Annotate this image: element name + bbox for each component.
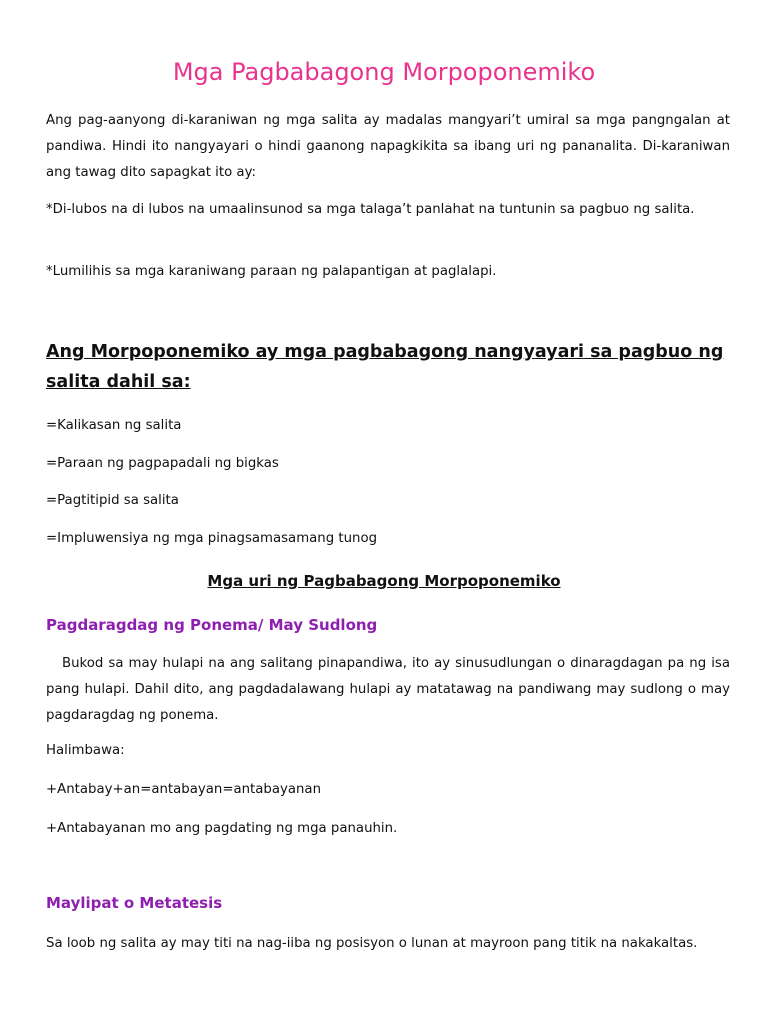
type2-body: Sa loob ng salita ay may titi na nag-iiba ng posisyon o lunan at mayroon pang titik na nakakaltas. [46,936,698,951]
reason-item: =Pagtitipid sa salita [46,493,179,508]
intro-paragraph: Ang pag-aanyong di-karaniwan ng mga salita ay madalas mangyari’t umiral sa mga pangngalan at pandiwa. Hindi ito nangyayari o hindi gaanong napagkikita sa ibang uri ng pananalita. Di-karaniwan ang tawag dito sapagkat ito ay: [46,113,730,180]
types-heading: Mga uri ng Pagbabagong Morpoponemiko [207,572,561,590]
type2-heading: Maylipat o Metatesis [46,894,223,912]
document-title: Mga Pagbabagong Morpoponemiko [172,58,596,86]
note-paragraph-1: *Di-lubos na di lubos na umaalinsunod sa mga talaga’t panlahat na tuntunin sa pagbuo ng salita. [46,202,695,217]
reason-item: =Kalikasan ng salita [46,418,182,433]
type1-heading: Pagdaragdag ng Ponema/ May Sudlong [46,616,378,634]
reason-item: =Impluwensiya ng mga pinagsamasamang tunog [46,531,378,546]
reason-item: =Paraan ng pagpapadali ng bigkas [46,456,279,471]
type1-body: Bukod sa may hulapi na ang salitang pinapandiwa, ito ay sinusudlungan o dinaragdagan pa ng isa pang hulapi. Dahil dito, ang pagdadalawang hulapi ay matatawag na pandiwang may sudlong o may pagdaragdag ng ponema. [46,656,730,723]
example-line-2: +Antabayanan mo ang pagdating ng mga panauhin. [46,821,398,836]
example-label: Halimbawa: [46,743,125,758]
note-paragraph-2: *Lumilihis sa mga karaniwang paraan ng palapantigan at paglalapi. [46,264,497,279]
section-heading: Ang Morpoponemiko ay mga pagbabagong nangyayari sa pagbuo ng salita dahil sa: [46,342,724,392]
example-line-1: +Antabay+an=antabayan=antabayanan [46,782,322,797]
